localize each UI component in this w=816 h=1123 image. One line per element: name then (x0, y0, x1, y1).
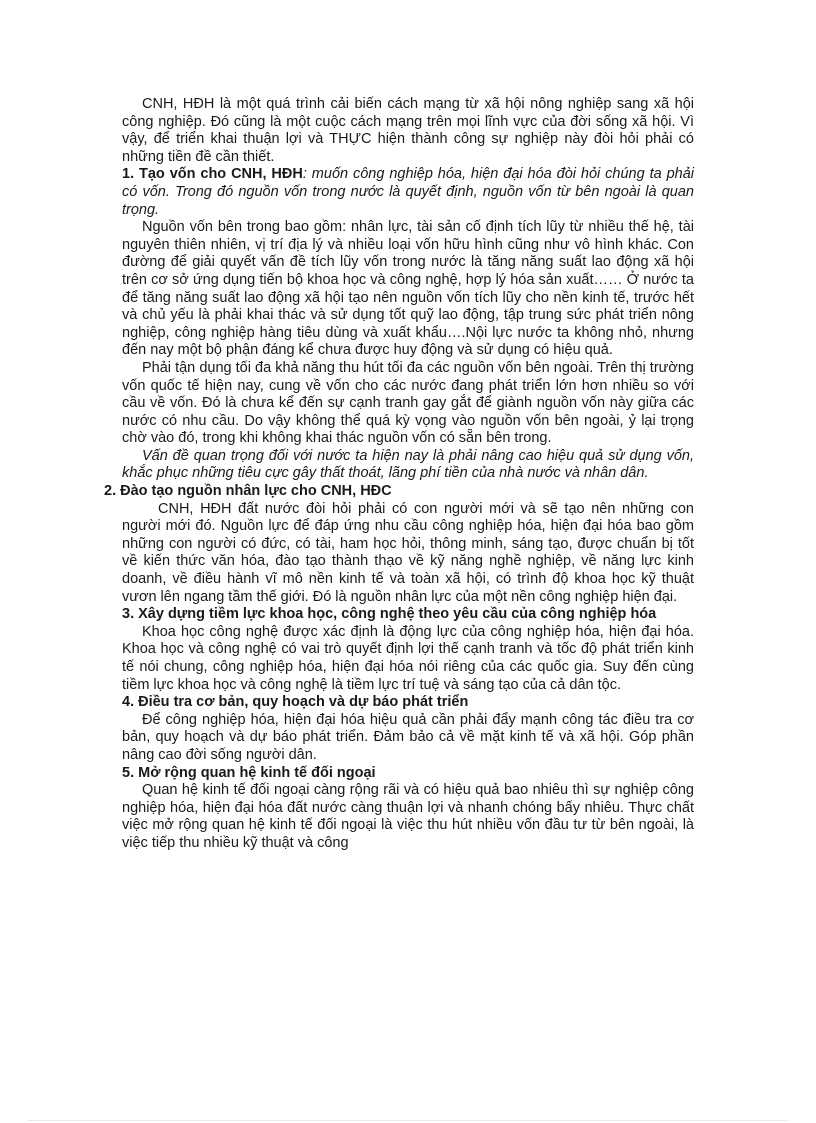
document-page (104, 96, 694, 853)
intro-paragraph: CNH, HĐH là một quá trình cải biến cách mạng từ xã hội nông nghiệp sang xã hội công nghiệp. Đó cũng là một cuộc cách mạng trên mọi lĩnh vực của đời sống xã hội. Vì vậy, để triển khai thuận lợi và THỰC hiện thành công sự nghiệp này đòi hỏi phải có những tiền đề cần thiết. (122, 96, 694, 165)
section-1-paragraph-2: Phải tận dụng tối đa khả năng thu hút tối đa các nguồn vốn bên ngoài. Trên thị trường vốn quốc tế hiện nay, cung về vốn cho các nước đang phát triển lớn hơn nhiều so với cầu về vốn. Đó là chưa kể đến sự cạnh tranh gay gắt để giành nguồn vốn này giữa các nước có nhu cầu. Do vậy không thể quá kỳ vọng vào nguồn vốn bên ngoài, ỷ lại trọng chờ vào đó, trong khi không khai thác nguồn vốn có sẵn bên trong. (122, 359, 694, 447)
section-1-title: 1. Tạo vốn cho CNH, HĐH (122, 166, 303, 183)
section-4-paragraph-1: Để công nghiệp hóa, hiện đại hóa hiệu quả cần phải đẩy mạnh công tác điều tra cơ bản, quy hoạch và dự báo phát triển. Đảm bảo cả về mặt kinh tế và xã hội. Góp phần nâng cao đời sống người dân. (122, 711, 694, 763)
section-5-paragraph-1: Quan hệ kinh tế đối ngoại càng rộng rãi và có hiệu quả bao nhiêu thì sự nghiệp công nghiệp hóa, hiện đại hóa đất nước càng thuận lợi và nhanh chóng bấy nhiêu. Thực chất việc mở rộng quan hệ kinh tế đối ngoại là việc thu hút nhiều vốn đầu tư từ bên ngoài, là việc tiếp thu nhiều kỹ thuật và công (122, 782, 694, 851)
section-2-heading: 2. Đào tạo nguồn nhân lực cho CNH, HĐC (104, 483, 392, 500)
section-1-paragraph-3: Vấn đề quan trọng đối với nước ta hiện nay là phải nâng cao hiệu quả sử dụng vốn, khắc phục những tiêu cực gây thất thoát, lãng phí tiền của nhà nước và nhân dân. (122, 447, 694, 482)
section-1-paragraph-1: Nguồn vốn bên trong bao gồm: nhân lực, tài sản cố định tích lũy từ nhiều thế hệ, tài nguyên thiên nhiên, vị trí địa lý và nhiều loại vốn hữu hình cũng như vô hình khác. Con đường để giải quyết vấn đề tích lũy vốn trong nước là tăng năng suất lao động xã hội trên cơ sở ứng dụng tiến bộ khoa học và công nghệ, hợp lý hóa sản xuất…… Ở nước ta để tăng năng suất lao động xã hội tạo nên nguồn vốn tích lũy cho nền kinh tế, trước hết và chủ yếu là phải khai thác và sử dụng tốt quỹ lao động, tập trung sức phát triển nông nghiệp, công nghiệp hàng tiêu dùng và xuất khẩu….Nội lực nước ta không nhỏ, nhưng đến nay một bộ phận đáng kể chưa được huy động và sử dụng có hiệu quả. (122, 219, 694, 359)
section-2-paragraph-1: CNH, HĐH đất nước đòi hỏi phải có con người mới và sẽ tạo nên những con người mới đó. Nguồn lực để đáp ứng nhu cầu công nghiệp hóa, hiện đại hóa bao gồm những con người có đức, có tài, ham học hỏi, thông minh, sáng tạo, được chuẩn bị tốt về kiến thức văn hóa, đào tạo thành thạo về kỹ năng nghề nghiệp, về năng lực kinh doanh, về điều hành vĩ mô nền kinh tế và toàn xã hội, có trình độ khoa học kỹ thuật vươn lên ngang tầm thế giới. Đó là nguồn nhân lực của một nền công nghiệp hiện đại. (122, 500, 694, 605)
section-1-heading (122, 166, 694, 219)
section-5-heading: 5. Mở rộng quan hệ kinh tế đối ngoại (122, 764, 376, 781)
section-4-heading: 4. Điều tra cơ bản, quy hoạch và dự báo phát triển (122, 694, 469, 711)
page-bottom-border (28, 1120, 788, 1121)
section-3-heading: 3. Xây dựng tiềm lực khoa học, công nghệ theo yêu cầu của công nghiệp hóa (122, 606, 657, 623)
section-1-lead: : muốn công nghiệp hóa, hiện đại hóa đòi hỏi chúng ta phải có vốn. Trong đó nguồn vốn trong nước là quyết định, nguồn vốn từ bên ngoài là quan trọng. (122, 166, 694, 218)
section-3-paragraph-1: Khoa học công nghệ được xác định là động lực của công nghiệp hóa, hiện đại hóa. Khoa học và công nghệ có vai trò quyết định lợi thế cạnh tranh và tốc độ phát triển kinh tế nói chung, công nghiệp hóa, hiện đại hóa nói riêng của các quốc gia. Suy đến cùng tiềm lực khoa học và công nghệ là tiềm lực trí tuệ và sáng tạo của cả dân tộc. (122, 623, 694, 693)
